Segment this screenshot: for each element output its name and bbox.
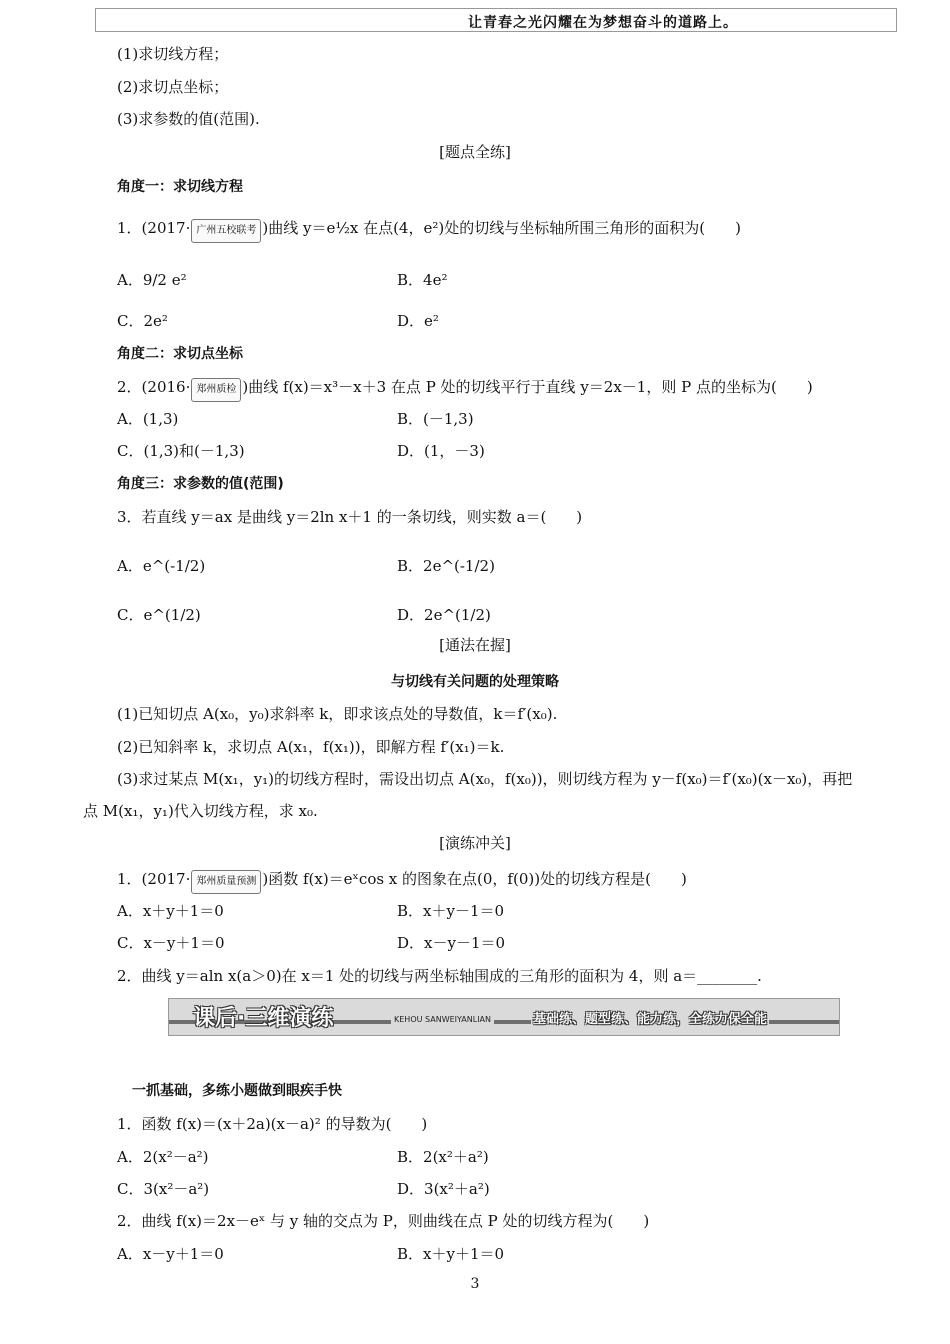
- practice-question-1-number: 1．(2017·: [117, 870, 191, 888]
- option-a: A．x＋y＋1＝0: [117, 902, 224, 920]
- banner-title: 课后·三维演练: [193, 1006, 334, 1031]
- practice-question-1-text: )函数 f(x)＝eˣcos x 的图象在点(0，f(0))处的切线方程是( ): [262, 870, 687, 888]
- angle-2-title: 角度二：求切点坐标: [117, 346, 243, 362]
- option-b: B．4e²: [397, 271, 448, 289]
- option-c: C．(1,3)和(－1,3): [117, 442, 245, 460]
- basics-question-1: 1．函数 f(x)＝(x＋2a)(x－a)² 的导数为( ): [117, 1115, 428, 1133]
- intro-line-3: (3)求参数的值(范围).: [117, 110, 260, 128]
- option-c: C．x－y＋1＝0: [117, 934, 225, 952]
- angle-1-title: 角度一：求切线方程: [117, 179, 243, 195]
- option-b: B．2e^(-1/2): [397, 557, 495, 575]
- option-a: A．(1,3): [117, 410, 179, 428]
- option-c: C．2e²: [117, 312, 168, 330]
- option-d: D．e²: [397, 312, 439, 330]
- section-label-method: [通法在握]: [439, 636, 511, 654]
- option-a: A．2(x²－a²): [117, 1148, 209, 1166]
- question-3: 3．若直线 y＝ax 是曲线 y＝2ln x＋1 的一条切线，则实数 a＝( ): [117, 508, 583, 526]
- source-tag: 郑州质检: [191, 378, 241, 402]
- option-d: D．(1，－3): [397, 442, 485, 460]
- question-1-text: )曲线 y＝e½x 在点(4，e²)处的切线与坐标轴所围三角形的面积为( ): [262, 219, 741, 237]
- option-c: C．3(x²－a²): [117, 1180, 210, 1198]
- option-b: B．x＋y＋1＝0: [397, 1245, 505, 1263]
- angle-3-title: 角度三：求参数的值(范围): [117, 476, 284, 492]
- source-tag: 郑州质量预测: [191, 870, 261, 894]
- option-d: D．3(x²＋a²): [397, 1180, 490, 1198]
- source-tag: 广州五校联考: [191, 219, 261, 243]
- intro-line-1: (1)求切线方程；: [117, 45, 229, 63]
- section-label-all-practice: [题点全练]: [439, 143, 511, 161]
- header-slogan: 让青春之光闪耀在为梦想奋斗的道路上。: [468, 15, 738, 31]
- page-number: 3: [470, 1276, 480, 1292]
- option-d: D．2e^(1/2): [397, 606, 491, 624]
- intro-line-2: (2)求切点坐标；: [117, 78, 229, 96]
- section-banner: [168, 998, 840, 1036]
- banner-slogan: 基础练、题型练、能力练，全练力保全能: [531, 1008, 769, 1027]
- section-label-practice: [演练冲关]: [439, 834, 511, 852]
- option-c: C．e^(1/2): [117, 606, 201, 624]
- option-a: A．x－y＋1＝0: [117, 1245, 224, 1263]
- practice-question-2: 2．曲线 y＝aln x(a＞0)在 x＝1 处的切线与两坐标轴围成的三角形的面积为 4，则 a＝________.: [117, 967, 762, 985]
- basics-question-2: 2．曲线 f(x)＝2x－eˣ 与 y 轴的交点为 P，则曲线在点 P 处的切线方程为( ): [117, 1212, 650, 1230]
- option-b: B．(－1,3): [397, 410, 474, 428]
- method-line-3: (3)求过某点 M(x₁，y₁)的切线方程时，需设出切点 A(x₀，f(x₀))，则切线方程为 y－f(x₀)＝f′(x₀)(x－x₀)，再把: [117, 770, 853, 788]
- page-header: [95, 8, 897, 32]
- option-d: D．x－y－1＝0: [397, 934, 506, 952]
- basics-title: 一抓基础，多练小题做到眼疾手快: [132, 1083, 342, 1099]
- question-1: [117, 218, 741, 243]
- question-1-number: 1．(2017·: [117, 219, 191, 237]
- method-line-4: 点 M(x₁，y₁)代入切线方程，求 x₀.: [83, 802, 318, 820]
- question-2-text: )曲线 f(x)＝x³－x＋3 在点 P 处的切线平行于直线 y＝2x－1，则 P 点的坐标为( ): [242, 378, 813, 396]
- option-b: B．2(x²＋a²): [397, 1148, 489, 1166]
- method-line-2: (2)已知斜率 k，求切点 A(x₁，f(x₁))，即解方程 f′(x₁)＝k.: [117, 738, 505, 756]
- option-a: A．9/2 e²: [117, 271, 187, 289]
- practice-question-1: [117, 869, 687, 894]
- option-b: B．x＋y－1＝0: [397, 902, 505, 920]
- question-2: [117, 377, 813, 402]
- method-line-1: (1)已知切点 A(x₀，y₀)求斜率 k，即求该点处的导数值，k＝f′(x₀).: [117, 705, 558, 723]
- method-title: 与切线有关问题的处理策略: [391, 674, 559, 690]
- banner-pinyin: KEHOU SANWEIYANLIAN: [391, 1015, 494, 1024]
- question-2-number: 2．(2016·: [117, 378, 191, 396]
- option-a: A．e^(-1/2): [117, 557, 206, 575]
